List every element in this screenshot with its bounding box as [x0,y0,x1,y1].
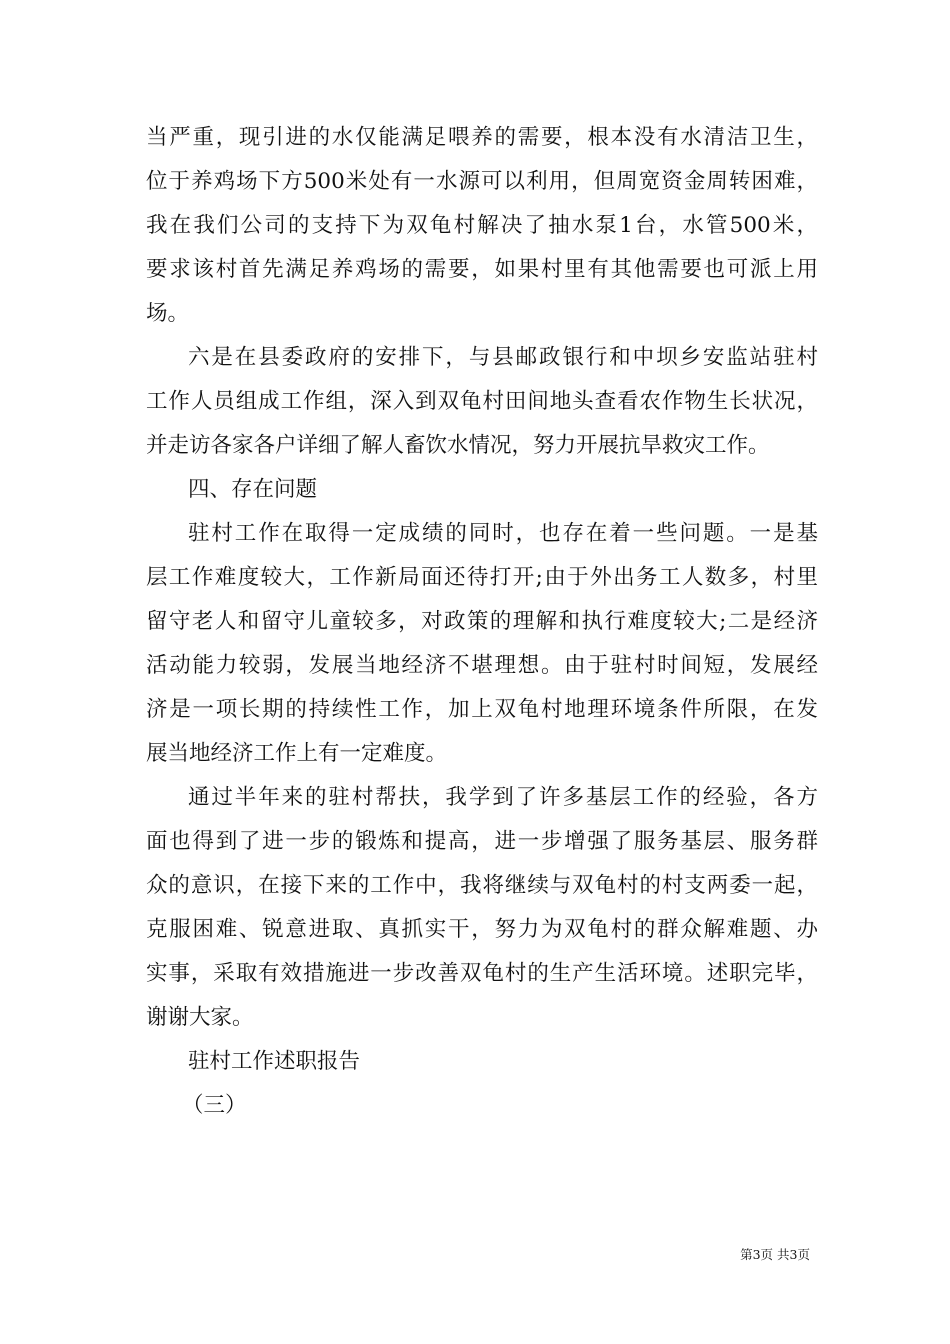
text-line: 当严重，现引进的水仅能满足喂养的需要，根本没有水清洁卫生， [146,125,818,150]
text-line: 层工作难度较大，工作新局面还待打开;由于外出务工人数多，村里 [146,565,818,590]
paragraph-problems [146,512,818,776]
text-line: 克服困难、锐意进取、真抓实干，努力为双龟村的群众解难题、办 [146,917,818,942]
text-line: 济是一项长期的持续性工作，加上双龟村地理环境条件所限，在发 [146,697,818,722]
paragraph-item-six [146,336,818,468]
text-line: 活动能力较弱，发展当地经济不堪理想。由于驻村时间短，发展经 [146,653,818,678]
paragraph-water-supply [146,116,818,336]
text-line: 位于养鸡场下方500米处有一水源可以利用，但周宽资金周转困难， [146,169,818,194]
text-line: 并走访各家各户详细了解人畜饮水情况，努力开展抗旱救灾工作。 [146,433,770,458]
text-line: 六是在县委政府的安排下，与县邮政银行和中坝乡安监站驻村 [188,345,818,370]
text-line: 面也得到了进一步的锻炼和提高，进一步增强了服务基层、服务群 [146,829,818,854]
text-line: 实事，采取有效措施进一步改善双龟村的生产生活环境。述职完毕， [146,961,818,986]
text-line: 要求该村首先满足养鸡场的需要，如果村里有其他需要也可派上用 [146,257,818,282]
section-heading-problems: 四、存在问题 [188,477,318,502]
page-number-footer: 第3页 共3页 [740,1247,810,1262]
text-line: 谢谢大家。 [146,1005,254,1030]
text-line: 展当地经济工作上有一定难度。 [146,741,448,766]
next-report-title: 驻村工作述职报告 [188,1049,361,1074]
text-line: 通过半年来的驻村帮扶，我学到了许多基层工作的经验，各方 [188,785,818,810]
text-line: 场。 [146,301,190,326]
next-report-subtitle: （三） [182,1093,247,1118]
text-line: 我在我们公司的支持下为双龟村解决了抽水泵1台，水管500米， [146,213,818,238]
text-line: 留守老人和留守儿童较多，对政策的理解和执行难度较大;二是经济 [146,609,818,634]
document-body [146,116,818,1128]
text-line: 工作人员组成工作组，深入到双龟村田间地头查看农作物生长状况， [146,389,818,414]
text-line: 驻村工作在取得一定成绩的同时，也存在着一些问题。一是基 [188,521,818,546]
text-line: 众的意识，在接下来的工作中，我将继续与双龟村的村支两委一起， [146,873,818,898]
paragraph-closing [146,776,818,1040]
